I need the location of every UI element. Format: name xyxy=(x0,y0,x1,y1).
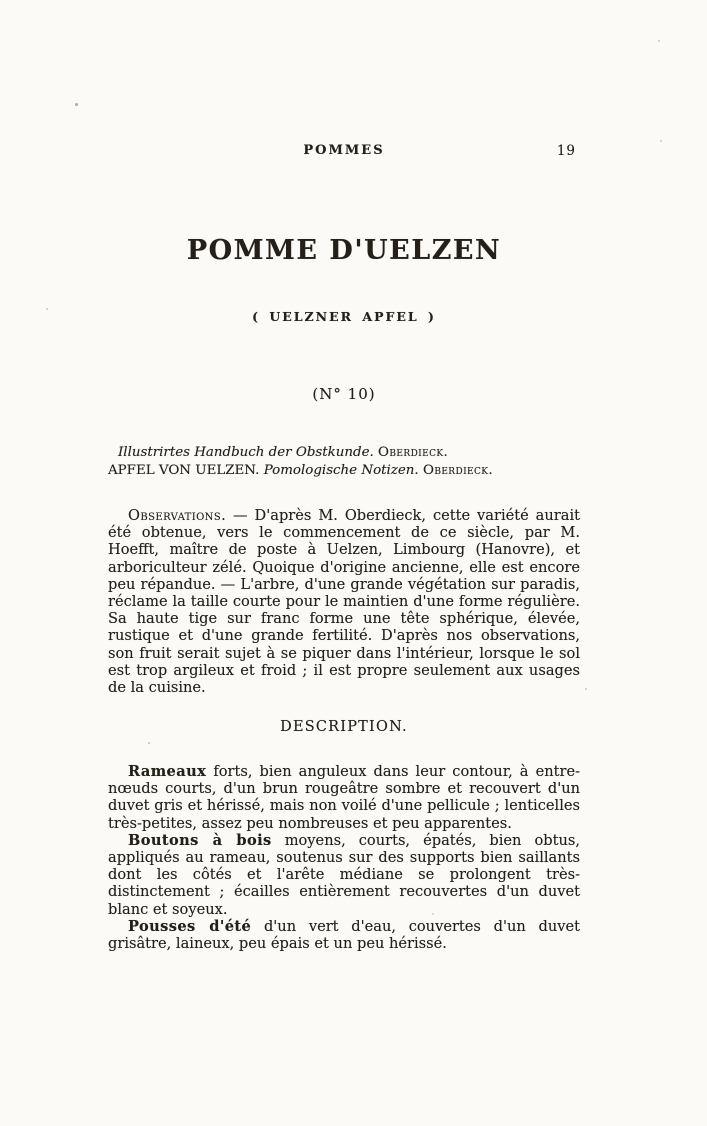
paragraph-lead: Rameaux xyxy=(128,763,207,780)
scan-speck xyxy=(585,688,587,690)
page-subtitle: ( UELZNER APFEL ) xyxy=(252,309,436,324)
description-body xyxy=(108,763,580,952)
plate-number: (N° 10) xyxy=(312,385,376,403)
scan-speck xyxy=(148,742,150,744)
paragraph-text: forts, bien anguleux dans leur contour, à entre-nœuds courts, d'un brun rougeâtre sombre et recouvert d'un duvet gris et hérissé, mais non voilé d'une pellicule ; lenticelles très-petites, assez peu nombreuses et peu apparentes. xyxy=(108,763,581,832)
reference-author: Oberdieck. xyxy=(378,445,449,460)
scan-speck xyxy=(432,913,434,915)
paragraph-lead: Pousses d'été xyxy=(128,917,252,935)
scan-speck xyxy=(660,140,662,142)
reference-entry xyxy=(108,444,580,462)
description-heading: DESCRIPTION. xyxy=(280,719,408,735)
observations-text: — D'après M. Oberdieck, cette variété aurait été obtenue, vers le commencement de ce siècle, par M. Hoefft, maître de poste à Uelzen, Limbourg (Hanovre), et arboriculteur zélé. Quoique d'origine ancienne, elle est encore peu répandue. — L'arbre, d'une grande végétation sur paradis, réclame la taille courte pour le maintien d'une forme régulière. Sa haute tige sur franc forme une tête sphérique, élevée, rustique et d'une grande fertilité. D'après nos observations, son fruit serait sujet à se piquer dans l'intérieur, lorsque le sol est trop argileux et froid ; il est propre seulement aux usages de la cuisine. xyxy=(108,507,580,697)
running-title: POMMES xyxy=(303,143,385,158)
reference-synonym: APFEL VON UELZEN. xyxy=(108,462,260,478)
page-title: POMME D'UELZEN xyxy=(186,235,502,266)
reference-entry xyxy=(108,462,580,480)
page-number: 19 xyxy=(556,143,576,159)
observations-paragraph xyxy=(108,507,580,696)
paragraph-lead: Boutons à bois xyxy=(128,831,272,849)
reference-work: Pomologische Notizen. xyxy=(263,462,419,478)
description-paragraph-pousses xyxy=(108,918,580,952)
reference-work: Illustrirtes Handbuch der Obstkunde. xyxy=(118,445,374,460)
description-paragraph-rameaux xyxy=(108,763,580,832)
scan-speck xyxy=(46,308,48,310)
paragraph-text: moyens, courts, épatés, bien obtus, appliqués au rameau, soutenus sur des supports bien saillants dont les côtés et l'arête médiane se prolongent très-distinctement ; écailles entièrement recouvertes d'un duvet blanc et soyeux. xyxy=(108,831,580,918)
scan-speck xyxy=(75,103,78,106)
scan-speck xyxy=(658,40,660,42)
paragraph-text: d'un vert d'eau, couvertes d'un duvet grisâtre, laineux, peu épais et un peu hérissé. xyxy=(108,917,581,953)
running-header xyxy=(108,143,580,161)
description-paragraph-boutons xyxy=(108,832,580,918)
references xyxy=(108,444,580,479)
reference-author: Oberdieck. xyxy=(422,462,494,478)
observations-label: Observations. xyxy=(128,507,227,524)
